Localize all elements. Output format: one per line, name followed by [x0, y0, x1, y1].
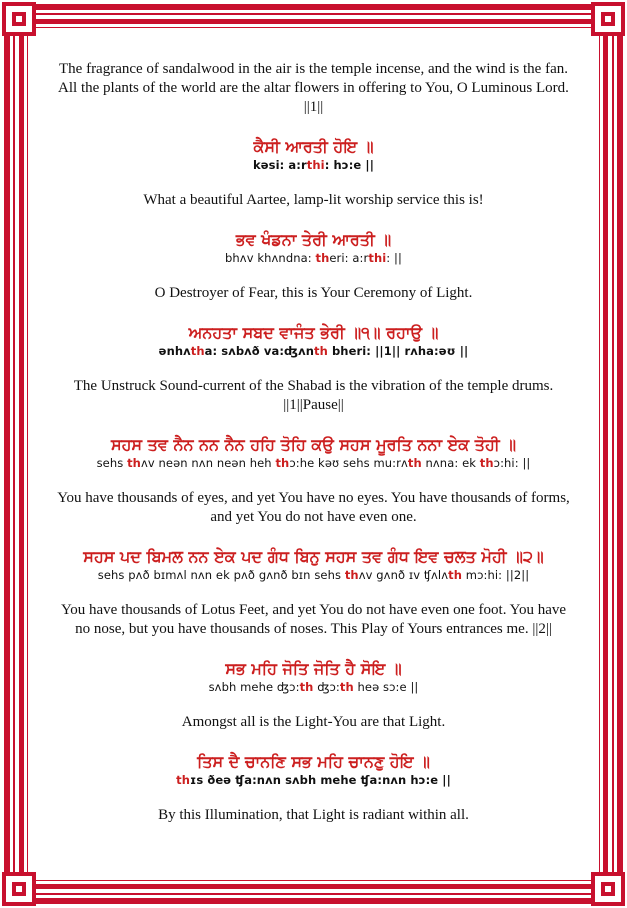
gurmukhi-line-7: ਤਿਸ ਦੈ ਚਾਨਣਿ ਸਭ ਮਹਿ ਚਾਨਣੁ ਹੋਇ ॥: [197, 752, 430, 771]
gurmukhi-line-1: ਕੈਸੀ ਆਰਤੀ ਹੋਇ ॥: [253, 137, 374, 156]
hymn-content: [52, 60, 575, 825]
corner-ornament-top-left: [2, 2, 36, 36]
english-translation-2: What a beautiful Aartee, lamp-lit worship service this is!: [143, 192, 484, 208]
gurmukhi-line-5: ਸਹਸ ਪਦ ਬਿਮਲ ਨਨ ਏਕ ਪਦ ਗੰਧ ਬਿਨੁ ਸਹਸ ਤਵ ਗੰਧ ਇਵ ਚਲਤ ਮੋਹੀ ॥੨॥: [83, 547, 544, 566]
transliteration-3: ənhʌtha: sʌbʌð va:ʤʌnth bheri: ||1|| rʌha:əʊ ||: [158, 344, 469, 358]
gurmukhi-line-3: ਅਨਹਤਾ ਸਬਦ ਵਾਜੰਤ ਭੇਰੀ ॥੧॥ ਰਹਾਉ ॥: [188, 323, 439, 342]
transliteration-6: sʌbh mehe ʤɔ:th ʤɔ:th heə sɔ:e ||: [208, 680, 419, 694]
transliteration-7: thɪs ðeə ʧa:nʌn sʌbh mehe ʧa:nʌn hɔ:e ||: [176, 773, 451, 787]
corner-ornament-top-right: [591, 2, 625, 36]
transliteration-5: sehs pʌð bɪmʌl nʌn ek pʌð gʌnð bɪn sehs thʌv gʌnð ɪv ʧʌlʌth mɔ:hi: ||2||: [97, 568, 530, 582]
corner-ornament-bottom-right: [591, 872, 625, 906]
english-translation-3: O Destroyer of Fear, this is Your Ceremony of Light.: [154, 285, 473, 301]
transliteration-4: sehs thʌv neən nʌn neən heh thɔ:he kəʊ sehs mu:rʌth nʌna: ek thɔ:hi: ||: [96, 456, 531, 470]
gurmukhi-line-4: ਸਹਸ ਤਵ ਨੈਨ ਨਨ ਨੈਨ ਹਹਿ ਤੋਹਿ ਕਉ ਸਹਸ ਮੂਰਤਿ ਨਨਾ ਏਕ ਤੋਹੀ ॥: [110, 435, 517, 454]
gurmukhi-line-6: ਸਭ ਮਹਿ ਜੋਤਿ ਜੋਤਿ ਹੈ ਸੋਇ ॥: [225, 659, 402, 678]
english-translation-8: By this Illumination, that Light is radiant within all.: [158, 807, 469, 823]
english-translation-7: Amongst all is the Light-You are that Light.: [181, 714, 446, 730]
corner-ornament-bottom-left: [2, 872, 36, 906]
gurmukhi-line-2: ਭਵ ਖੰਡਨਾ ਤੇਰੀ ਆਰਤੀ ॥: [235, 230, 392, 249]
english-translation-1: The fragrance of sandalwood in the air is the temple incense, and the wind is the fan. All the plants of the world are the altar flowers in offering to You, O Luminous Lord. ||1||: [58, 61, 569, 115]
english-translation-5: You have thousands of eyes, and yet You have no eyes. You have thousands of forms, and yet You do not have even one.: [57, 490, 570, 525]
transliteration-2: bhʌv khʌndna: theri: a:rthi: ||: [225, 251, 402, 265]
transliteration-1: kəsi: a:rthi: hɔ:e ||: [252, 158, 375, 172]
english-translation-4: The Unstruck Sound-current of the Shabad is the vibration of the temple drums. ||1||Pause||: [73, 378, 554, 413]
english-translation-6: You have thousands of Lotus Feet, and yet You do not have even one foot. You have no nose, but you have thousands of noses. This Play of Yours entrances me. ||2||: [60, 602, 567, 637]
